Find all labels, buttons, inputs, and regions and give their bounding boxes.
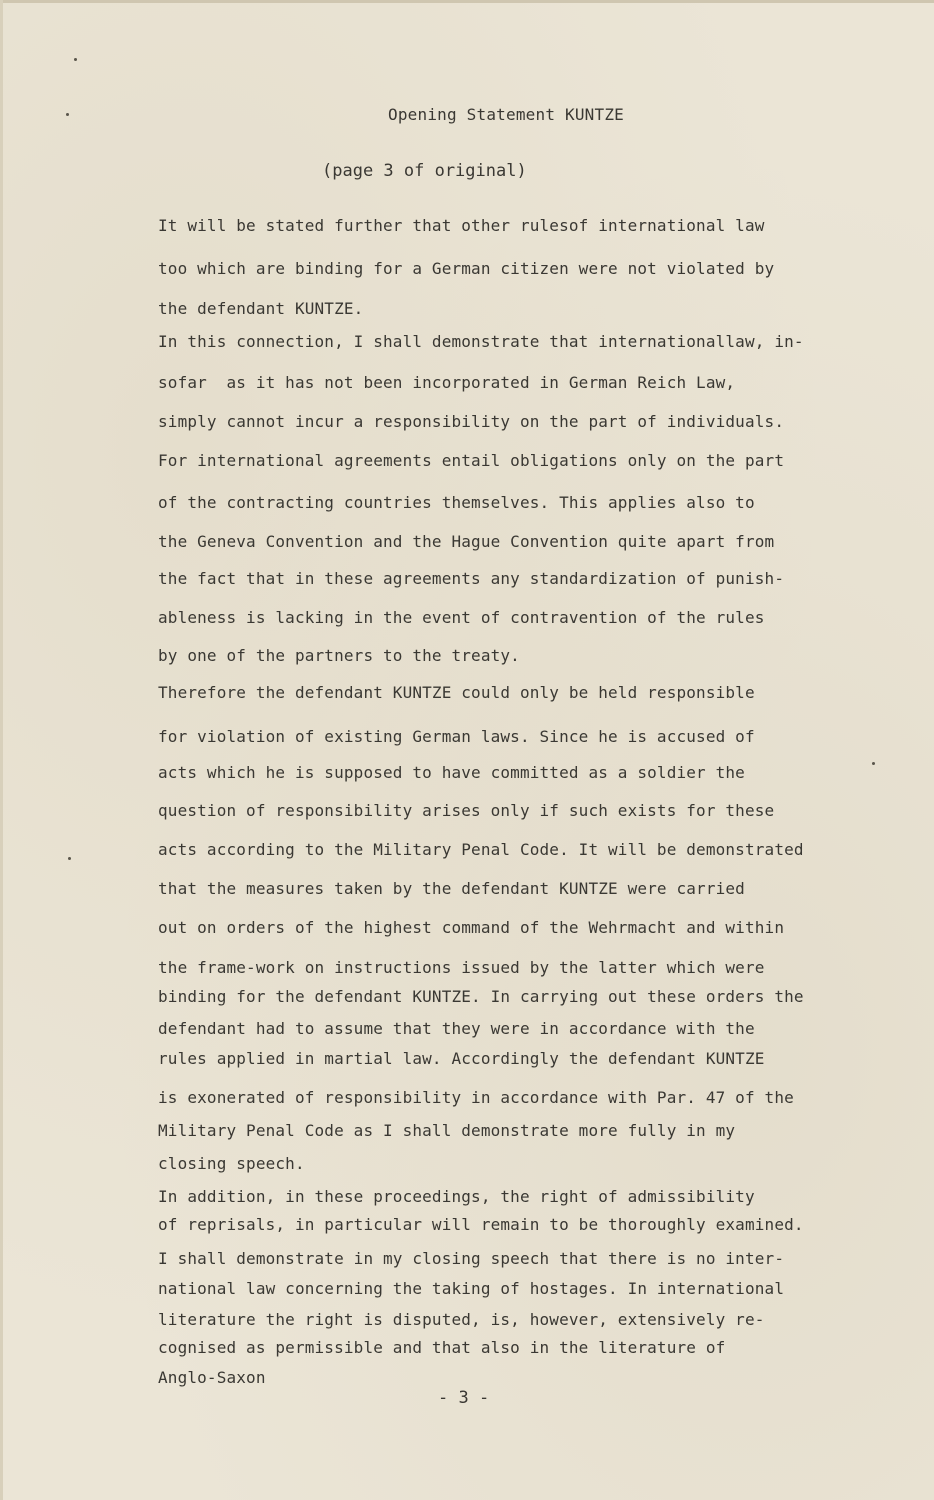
body-line: that the measures taken by the defendant KUNTZE were carried [158,879,745,898]
body-line: cognised as permissible and that also in the literature of [158,1338,726,1357]
body-line: of reprisals, in particular will remain to be thoroughly examined. [158,1215,804,1234]
body-line: the defendant KUNTZE. [158,299,364,318]
body-line: question of responsibility arises only if such exists for these [158,801,775,820]
body-line: rules applied in martial law. Accordingly the defendant KUNTZE [158,1049,765,1068]
body-line: defendant had to assume that they were in accordance with the [158,1019,755,1038]
body-line: In this connection, I shall demonstrate that internationallaw, in- [158,332,804,351]
body-line: too which are binding for a German citizen were not violated by [158,259,775,278]
body-line: of the contracting countries themselves. This applies also to [158,493,755,512]
body-line: In addition, in these proceedings, the right of admissibility [158,1187,755,1206]
body-line: closing speech. [158,1154,305,1173]
page-left-edge [0,0,3,1500]
body-line: the Geneva Convention and the Hague Convention quite apart from [158,532,775,551]
body-line: by one of the partners to the treaty. [158,646,520,665]
body-line: for violation of existing German laws. Since he is accused of [158,727,755,746]
body-line: I shall demonstrate in my closing speech that there is no inter- [158,1249,785,1268]
body-line: acts according to the Military Penal Code. It will be demonstrated [158,840,804,859]
body-line: acts which he is supposed to have committed as a soldier the [158,763,745,782]
body-line: For international agreements entail obligations only on the part [158,451,785,470]
body-line: is exonerated of responsibility in accordance with Par. 47 of the [158,1088,794,1107]
page-top-edge [0,0,934,3]
document-subtitle: (page 3 of original) [322,161,527,181]
body-line: national law concerning the taking of hostages. In international [158,1279,785,1298]
body-line: Military Penal Code as I shall demonstrate more fully in my [158,1121,736,1140]
body-line: Therefore the defendant KUNTZE could only be held responsible [158,683,755,702]
body-line: the fact that in these agreements any standardization of punish- [158,569,785,588]
body-line: literature the right is disputed, is, however, extensively re- [158,1310,765,1329]
page-number: - 3 - [438,1388,490,1408]
paper-speck [872,762,875,765]
body-line: simply cannot incur a responsibility on the part of individuals. [158,412,785,431]
body-line: binding for the defendant KUNTZE. In carrying out these orders the [158,987,804,1006]
body-line: sofar as it has not been incorporated in German Reich Law, [158,373,736,392]
paper-speck [74,58,77,61]
body-line: It will be stated further that other rulesof international law [158,216,765,235]
body-line: ableness is lacking in the event of contravention of the rules [158,608,765,627]
body-line: out on orders of the highest command of the Wehrmacht and within [158,918,785,937]
body-line: Anglo-Saxon [158,1368,266,1387]
document-title: Opening Statement KUNTZE [388,105,624,124]
paper-speck [68,857,71,860]
body-line: the frame-work on instructions issued by the latter which were [158,958,765,977]
